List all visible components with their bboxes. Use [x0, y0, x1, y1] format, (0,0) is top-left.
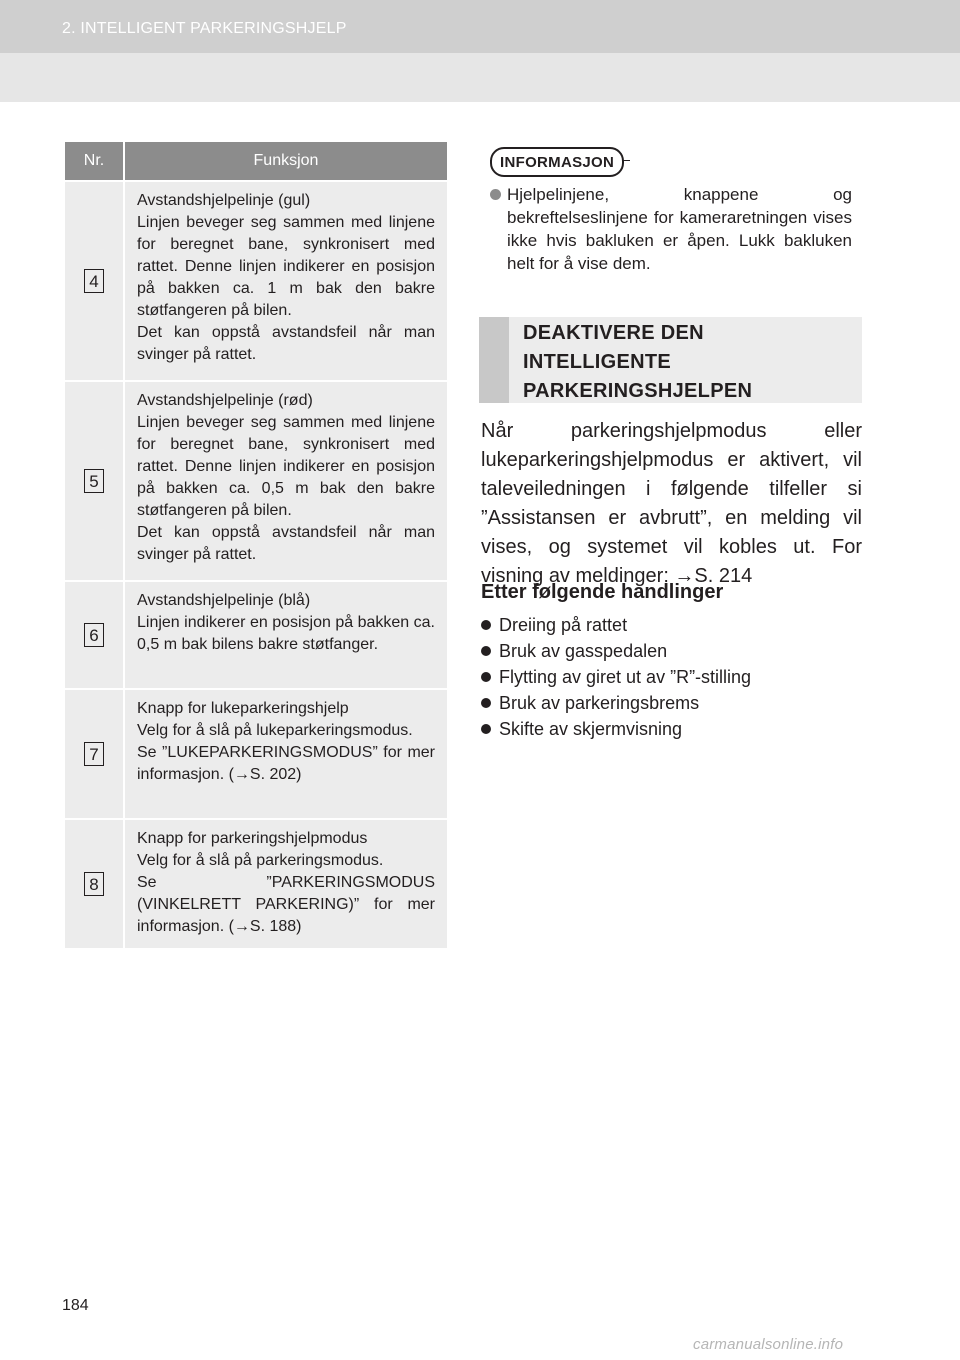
list-item: [481, 690, 751, 716]
list-item-text: Dreiing på rattet: [499, 615, 628, 635]
function-cell: [125, 690, 447, 818]
function-description: Velg for å slå på lukeparkeringsmodus.: [137, 722, 413, 739]
list-item-text: Skifte av skjermvisning: [499, 719, 683, 739]
function-cell: [125, 582, 447, 688]
row-number-badge: 5: [84, 469, 104, 493]
row-number-badge: 4: [84, 269, 104, 293]
list-item: [481, 716, 751, 742]
subheading: Etter følgende handlinger: [481, 581, 724, 603]
function-note: Se ”LUKEPARKERINGSMODUS” for mer informasjon. (→S. 202): [137, 744, 435, 783]
information-text: Hjelpelinjene, knappene og bekreftelseslinjene for kameraretningen vises ikke hvis bakluken er åpen. Lukk bakluken helt for å vise dem.: [507, 185, 852, 273]
row-number-badge: 6: [84, 623, 104, 647]
function-note: Se ”PARKERINGSMODUS (VINKELRETT PARKERING)” for mer informasjon. (→S. 188): [137, 874, 435, 935]
list-item: [481, 664, 751, 690]
action-list: [481, 612, 751, 742]
column-header-nr: Nr.: [65, 142, 125, 180]
table-row: [65, 688, 447, 818]
table-row: [65, 818, 447, 948]
section-heading: [479, 317, 862, 403]
page-number: 184: [62, 1297, 89, 1314]
function-title: Avstandshjelpelinje (rød): [137, 392, 313, 409]
function-title: Knapp for parkeringshjelpmodus: [137, 830, 368, 847]
list-item-text: Flytting av giret ut av ”R”-stilling: [499, 667, 752, 687]
bullet-icon: [481, 724, 491, 734]
bullet-icon: [481, 698, 491, 708]
function-description: Linjen indikerer en posisjon på bakken ca. 0,5 m bak bilens bakre støtfanger.: [137, 614, 435, 653]
list-item-text: Bruk av gasspedalen: [499, 641, 668, 661]
section-title: [523, 317, 752, 403]
section-title-line: INTELLIGENTE: [523, 351, 672, 373]
page-header: [0, 0, 960, 102]
row-number-badge: 7: [84, 742, 104, 766]
list-item: [481, 638, 751, 664]
table-row: [65, 580, 447, 688]
watermark: carmanualsonline.info: [693, 1336, 844, 1353]
function-description: Linjen beveger seg sammen med linjene for beregnet bane, synkronisert med rattet. Denne linjen indikerer en posisjon på bakken ca. 1 m bak den bakre støtfangeren på bilen.: [137, 214, 435, 319]
function-description: Linjen beveger seg sammen med linjene for beregnet bane, synkronisert med rattet. Denne linjen indikerer en posisjon på bakken ca. 0,5 m bak den bakre støtfangeren på bilen.: [137, 414, 435, 519]
function-cell: [125, 182, 447, 380]
table-row: [65, 380, 447, 580]
section-title-line: PARKERINGSHJELPEN: [523, 380, 753, 402]
function-description: Velg for å slå på parkeringsmodus.: [137, 852, 384, 869]
bullet-dot-icon: [490, 189, 501, 200]
function-title: Avstandshjelpelinje (gul): [137, 192, 311, 209]
function-title: Avstandshjelpelinje (blå): [137, 592, 311, 609]
table-header: [65, 142, 447, 180]
function-note: Det kan oppstå avstandsfeil når man svinger på rattet.: [137, 524, 435, 563]
function-note: Det kan oppstå avstandsfeil når man svinger på rattet.: [137, 324, 435, 363]
bullet-icon: [481, 620, 491, 630]
chapter-title: 2. INTELLIGENT PARKERINGSHJELP: [62, 20, 347, 37]
row-number-badge: 8: [84, 872, 104, 896]
function-title: Knapp for lukeparkeringshjelp: [137, 700, 349, 717]
bullet-icon: [481, 672, 491, 682]
bullet-icon: [481, 646, 491, 656]
list-item-text: Bruk av parkeringsbrems: [499, 693, 700, 713]
function-cell: [125, 820, 447, 948]
information-note: [490, 183, 852, 275]
list-item: [481, 612, 751, 638]
table-row: [65, 180, 447, 380]
body-paragraph: Når parkeringshjelpmodus eller lukeparkeringshjelpmodus er aktivert, vil taleveiledningen i følgende tilfeller si ”Assistansen er avbrutt”, en melding vil vises, og systemet vil kobles ut. For visning av meldinger: →S. 214: [481, 420, 862, 587]
information-badge: INFORMASJON: [490, 147, 624, 177]
function-cell: [125, 382, 447, 580]
section-title-line: DEAKTIVERE DEN: [523, 322, 704, 344]
column-header-function: Funksjon: [253, 152, 319, 169]
section-bar: [479, 317, 509, 403]
function-table: [65, 142, 447, 948]
